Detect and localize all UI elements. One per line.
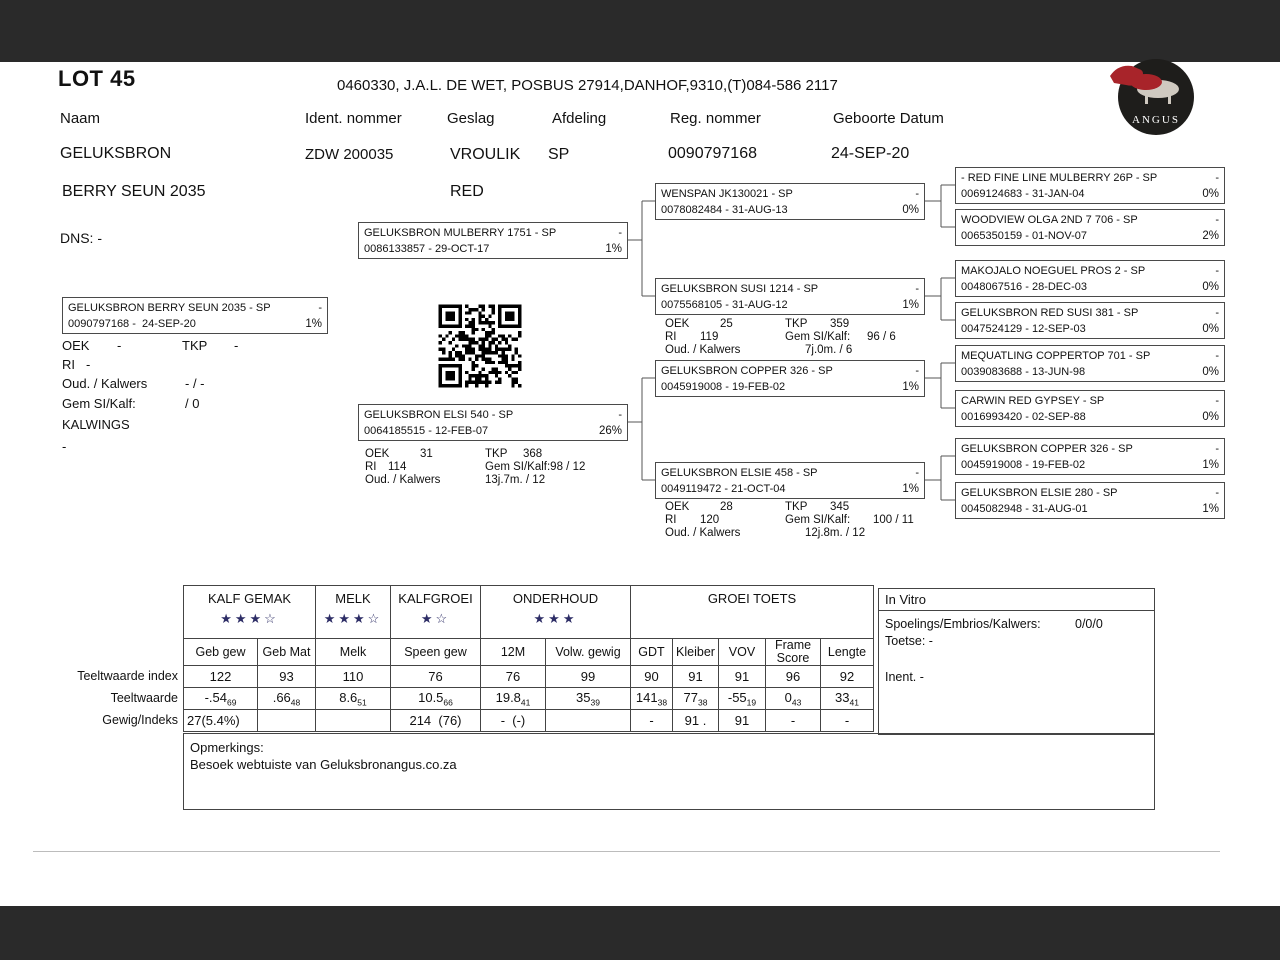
pedigree-box-sire [358, 222, 628, 259]
flag-dash: - [1215, 350, 1219, 362]
row-label-weight: Gewig/Indeks [102, 713, 178, 727]
inbreeding-pct: 1% [902, 299, 919, 311]
cell: 91 [719, 666, 766, 688]
pedigree-box-ggp-3 [955, 260, 1225, 297]
value-ident: ZDW 200035 [305, 146, 394, 163]
cell: $33_{41}$ [821, 688, 874, 710]
animal-name: - RED FINE LINE MULBERRY 26P - SP [961, 172, 1158, 184]
remarks-text: Besoek webtuiste van Geluksbronangus.co.za [190, 757, 457, 772]
pedigree-box-ggp-4 [955, 302, 1225, 339]
cell: 214 (76) [391, 710, 481, 732]
flag-dash: - [1215, 395, 1219, 407]
gem-value: 100 / 11 [873, 514, 914, 526]
viewer-bottom-bar [0, 906, 1280, 960]
value-kleur: RED [450, 183, 484, 200]
pedigree-box-dam [358, 404, 628, 441]
ri-label: RI [365, 461, 377, 473]
col-frame-score: Frame Score [766, 639, 821, 666]
animal-name: CARWIN RED GYPSEY - SP [961, 395, 1105, 407]
gem-label: Gem SI/Kalf: [62, 396, 136, 411]
pedigree-box-gp-3 [655, 360, 925, 397]
value-geboorte: 24-SEP-20 [831, 145, 910, 162]
cell: 76 [391, 666, 481, 688]
logo-wordmark: ANGUS [1132, 114, 1180, 126]
cell: $10.5_{66}$ [391, 688, 481, 710]
inbreeding-pct: 1% [1202, 503, 1219, 515]
spoelings-label: Spoelings/Embrios/Kalwers: [885, 617, 1041, 631]
col-speen-gew: Speen gew [391, 639, 481, 666]
oud-label: Oud. / Kalwers [665, 344, 741, 356]
cell [316, 710, 391, 732]
animal-id: 0049119472 - 21-OCT-04 [661, 483, 786, 495]
animal-id: 0064185515 - 12-FEB-07 [364, 425, 489, 437]
oud-value: - / - [185, 376, 205, 391]
viewer-top-bar [0, 0, 1280, 62]
flag-dash: - [618, 409, 622, 421]
animal-name: WOODVIEW OLGA 2ND 7 706 - SP [961, 214, 1138, 226]
toetse-line: Toetse: - [885, 634, 933, 648]
ri-value: - [86, 357, 91, 372]
kalwings-value: - [62, 439, 67, 454]
cell: 91 [719, 710, 766, 732]
inent-line: Inent. - [885, 670, 924, 684]
cell: 93 [258, 666, 316, 688]
ri-value: 120 [700, 514, 720, 526]
oek-label: OEK [62, 338, 90, 353]
group-label: ONDERHOUD [512, 591, 599, 606]
owner-line: 0460330, J.A.L. DE WET, POSBUS 27914,DANHOF,9310,(T)084-586 2117 [337, 77, 838, 94]
ri-label: RI [665, 331, 677, 343]
cell: $.66_{48}$ [258, 688, 316, 710]
label-geslag: Geslag [447, 110, 495, 127]
flag-dash: - [618, 227, 622, 239]
kalwings-label: KALWINGS [62, 417, 130, 432]
animal-id: 0045919008 - 19-FEB-02 [661, 381, 786, 393]
ri-value: 114 [388, 461, 407, 473]
animal-name: GELUKSBRON COPPER 326 - SP [661, 365, 833, 377]
oud-value: 7j.0m. / 6 [805, 344, 853, 356]
cell: 99 [546, 666, 631, 688]
animal-name: GELUKSBRON MULBERRY 1751 - SP [364, 227, 557, 239]
tkp-value: - [234, 338, 239, 353]
tkp-value: 368 [523, 448, 543, 460]
pedigree-box-ggp-6 [955, 390, 1225, 427]
flag-dash: - [915, 467, 919, 479]
star-rating: ★☆ [420, 611, 451, 626]
invitro-title: In Vitro [879, 589, 1154, 611]
value-naam: GELUKSBRON [60, 145, 172, 162]
oud-value: 12j.8m. / 12 [805, 527, 866, 539]
cell: 91 . [673, 710, 719, 732]
cell: $141_{38}$ [631, 688, 673, 710]
label-afdeling: Afdeling [552, 110, 607, 127]
ri-label: RI [62, 357, 75, 372]
oek-label: OEK [665, 318, 690, 330]
value-geslag: VROULIK [450, 146, 521, 163]
gem-value: 96 / 6 [867, 331, 896, 343]
animal-id: 0045082948 - 31-AUG-01 [961, 503, 1088, 515]
animal-id: 0039083688 - 13-JUN-98 [961, 366, 1086, 378]
ri-label: RI [665, 514, 677, 526]
cell: 122 [184, 666, 258, 688]
angus-logo-image [1106, 56, 1196, 138]
animal-id: 0045919008 - 19-FEB-02 [961, 459, 1086, 471]
col-volw-gewig: Volw. gewig [546, 639, 631, 666]
cell: $8.6_{51}$ [316, 688, 391, 710]
oek-value: 28 [720, 501, 733, 513]
group-onderhoud [481, 586, 631, 639]
value-afdeling: SP [548, 146, 570, 163]
flag-dash: - [1215, 443, 1219, 455]
inbreeding-pct: 2% [1202, 230, 1219, 242]
col-melk: Melk [316, 639, 391, 666]
cell [546, 710, 631, 732]
group-label: GROEI TOETS [707, 591, 797, 606]
cell: 96 [766, 666, 821, 688]
oek-label: OEK [665, 501, 690, 513]
breeding-values-table [183, 585, 874, 732]
invitro-panel [878, 588, 1155, 735]
pedigree-box-gp-4 [655, 462, 925, 499]
group-label: MELK [335, 591, 371, 606]
label-reg: Reg. nommer [670, 110, 761, 127]
remarks-label: Opmerkings: [190, 740, 264, 755]
animal-id: 0047524129 - 12-SEP-03 [961, 323, 1086, 335]
cell [258, 710, 316, 732]
oud-label: Oud. / Kalwers [62, 376, 148, 391]
gp4-stats [665, 501, 935, 546]
animal-name: GELUKSBRON COPPER 326 - SP [961, 443, 1133, 455]
cell: $-.54_{69}$ [184, 688, 258, 710]
inbreeding-pct: 0% [1202, 281, 1219, 293]
inbreeding-pct: 26% [598, 425, 622, 437]
col-kleiber: Kleiber [673, 639, 719, 666]
subject-stats [62, 338, 342, 458]
animal-name: GELUKSBRON BERRY SEUN 2035 - SP [68, 302, 271, 314]
dam-stats [365, 448, 635, 493]
inbreeding-pct: 1% [305, 318, 322, 330]
pedigree-box-gp-2 [655, 278, 925, 315]
index-row [184, 666, 874, 688]
oud-value: 13j.7m. / 12 [485, 474, 546, 486]
star-rating: ★★★☆ [323, 611, 383, 626]
oek-value: 25 [720, 318, 733, 330]
flag-dash: - [1215, 172, 1219, 184]
cell: $35_{39}$ [546, 688, 631, 710]
inbreeding-pct: 0% [1202, 323, 1219, 335]
animal-name: MAKOJALO NOEGUEL PROS 2 - SP [961, 265, 1146, 277]
label-geboorte: Geboorte Datum [833, 110, 944, 127]
tkp-label: TKP [785, 501, 808, 513]
group-groei-toets [631, 586, 874, 639]
cell: 76 [481, 666, 546, 688]
cell: 92 [821, 666, 874, 688]
pedigree-box-ggp-2 [955, 209, 1225, 246]
group-label: KALF GEMAK [207, 591, 292, 606]
animal-name: GELUKSBRON ELSIE 458 - SP [661, 467, 818, 479]
cell: - [766, 710, 821, 732]
oek-value: - [117, 338, 122, 353]
animal-name: WENSPAN JK130021 - SP [661, 188, 793, 200]
star-rating: ★★★☆ [220, 611, 279, 626]
animal-name: GELUKSBRON RED SUSI 381 - SP [961, 307, 1139, 319]
oud-label: Oud. / Kalwers [665, 527, 741, 539]
pedigree-box-ggp-7 [955, 438, 1225, 475]
dns-line: DNS: - [60, 230, 102, 246]
animal-id: 0016993420 - 02-SEP-88 [961, 411, 1086, 423]
col-lengte: Lengte [821, 639, 874, 666]
weight-row [184, 710, 874, 732]
cell: $19.8_{41}$ [481, 688, 546, 710]
col-gdt: GDT [631, 639, 673, 666]
footer-divider [33, 851, 1220, 852]
tkp-label: TKP [785, 318, 808, 330]
flag-dash: - [1215, 487, 1219, 499]
column-header-row [184, 639, 874, 666]
label-ident: Ident. nommer [305, 110, 402, 127]
gem-value: / 0 [185, 396, 200, 411]
inbreeding-pct: 1% [902, 483, 919, 495]
ebv-row [184, 688, 874, 710]
value-naam-2: BERRY SEUN 2035 [62, 183, 206, 200]
pedigree-box-gp-1 [655, 183, 925, 220]
cell: - [821, 710, 874, 732]
inbreeding-pct: 1% [902, 381, 919, 393]
star-rating: ★★★ [533, 611, 578, 626]
oek-value: 31 [420, 448, 433, 460]
inbreeding-pct: 1% [605, 243, 622, 255]
col-vov: VOV [719, 639, 766, 666]
gem-label: Gem SI/Kalf: [785, 514, 851, 526]
group-label: KALFGROEI [398, 591, 473, 606]
flag-dash: - [915, 188, 919, 200]
inbreeding-pct: 0% [1202, 411, 1219, 423]
pedigree-box-subject [62, 297, 328, 334]
value-reg: 0090797168 [668, 145, 757, 162]
tkp-value: 345 [830, 501, 850, 513]
cell: 90 [631, 666, 673, 688]
cell: 91 [673, 666, 719, 688]
qr-code [437, 303, 523, 389]
animal-name: GELUKSBRON ELSIE 280 - SP [961, 487, 1118, 499]
animal-id: 0090797168 - 24-SEP-20 [68, 318, 196, 330]
flag-dash: - [915, 283, 919, 295]
animal-id: 0078082484 - 31-AUG-13 [661, 204, 788, 216]
angus-logo [1106, 56, 1196, 138]
row-label-ebv: Teeltwaarde [110, 691, 178, 705]
animal-id: 0075568105 - 31-AUG-12 [661, 299, 788, 311]
animal-id: 0048067516 - 28-DEC-03 [961, 281, 1087, 293]
col-12m: 12M [481, 639, 546, 666]
spoelings-value: 0/0/0 [1075, 617, 1103, 631]
pedigree-box-ggp-1 [955, 167, 1225, 204]
inbreeding-pct: 0% [1202, 366, 1219, 378]
remarks-box [183, 733, 1155, 810]
cell: 110 [316, 666, 391, 688]
flag-dash: - [915, 365, 919, 377]
tkp-label: TKP [485, 448, 508, 460]
oek-label: OEK [365, 448, 390, 460]
gp2-stats [665, 318, 935, 363]
col-geb-gew: Geb gew [184, 639, 258, 666]
cell: $0_{43}$ [766, 688, 821, 710]
gem-line: Gem SI/Kalf:98 / 12 [485, 461, 586, 473]
gem-label: Gem SI/Kalf: [785, 331, 851, 343]
col-geb-mat: Geb Mat [258, 639, 316, 666]
animal-id: 0086133857 - 29-OCT-17 [364, 243, 490, 255]
inbreeding-pct: 0% [902, 204, 919, 216]
flag-dash: - [1215, 307, 1219, 319]
animal-id: 0069124683 - 31-JAN-04 [961, 188, 1085, 200]
cell: 27(5.4%) [184, 710, 258, 732]
tkp-label: TKP [182, 338, 208, 353]
animal-name: GELUKSBRON SUSI 1214 - SP [661, 283, 819, 295]
cell: - (-) [481, 710, 546, 732]
cell: $-55_{19}$ [719, 688, 766, 710]
inbreeding-pct: 1% [1202, 459, 1219, 471]
group-kalf-gemak [184, 586, 316, 639]
flag-dash: - [1215, 214, 1219, 226]
inbreeding-pct: 0% [1202, 188, 1219, 200]
flag-dash: - [318, 302, 322, 314]
animal-name: MEQUATLING COPPERTOP 701 - SP [961, 350, 1151, 362]
group-kalfgroei [391, 586, 481, 639]
cell: - [631, 710, 673, 732]
cell: $77_{38}$ [673, 688, 719, 710]
row-label-index: Teeltwaarde index [77, 669, 178, 683]
flag-dash: - [1215, 265, 1219, 277]
lot-number: LOT 45 [58, 66, 136, 91]
oud-label: Oud. / Kalwers [365, 474, 441, 486]
label-naam: Naam [60, 110, 101, 127]
pedigree-box-ggp-5 [955, 345, 1225, 382]
animal-id: 0065350159 - 01-NOV-07 [961, 230, 1087, 242]
pedigree-box-ggp-8 [955, 482, 1225, 519]
animal-name: GELUKSBRON ELSI 540 - SP [364, 409, 514, 421]
tkp-value: 359 [830, 318, 850, 330]
group-melk [316, 586, 391, 639]
ri-value: 119 [700, 331, 719, 343]
